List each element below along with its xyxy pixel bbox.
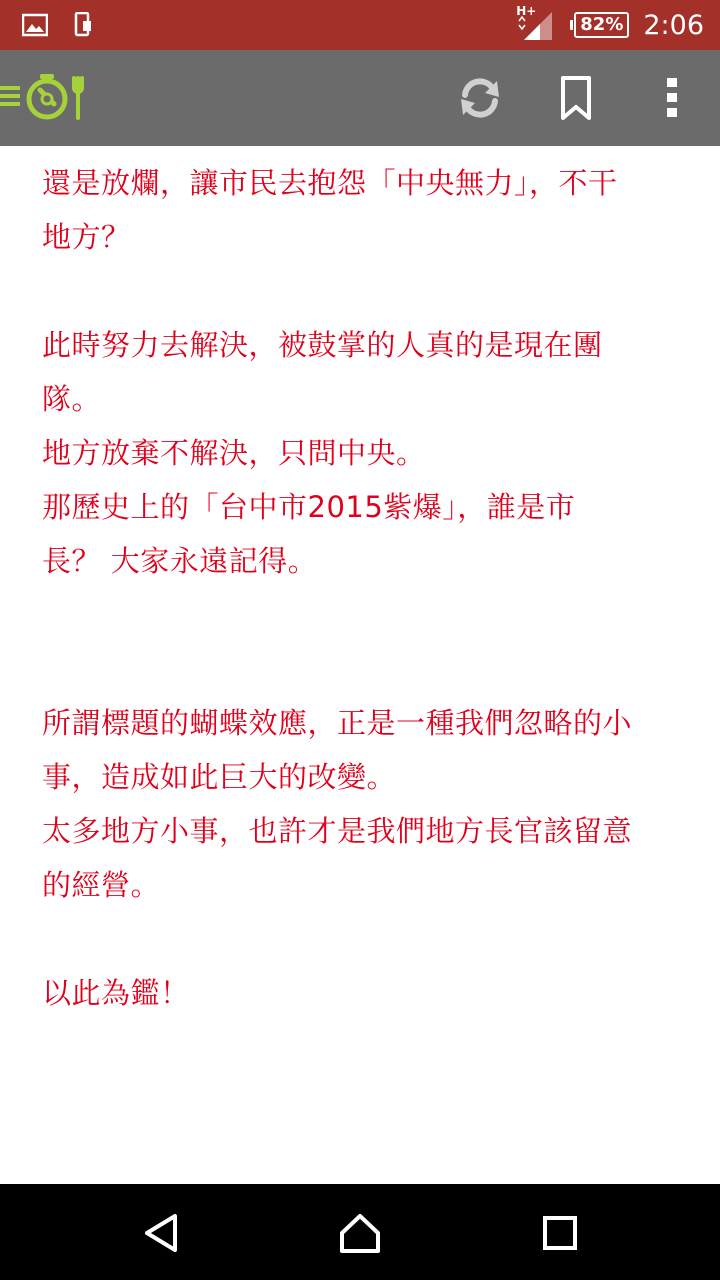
article-line: 那歷史上的「台中市2015紫爆」，誰是市: [42, 490, 576, 524]
article-line: 所謂標題的蝴蝶效應，正是一種我們忽略的小: [42, 706, 633, 740]
home-icon[interactable]: [335, 1208, 385, 1258]
article-line: 長？ 大家永遠記得。: [42, 544, 318, 578]
bookmark-icon[interactable]: [552, 74, 600, 122]
clock: 2:06: [643, 9, 704, 41]
article-line: [42, 588, 692, 642]
battery-indicator: [570, 12, 629, 38]
signal-icon: [516, 4, 556, 42]
refresh-icon[interactable]: [456, 74, 504, 122]
recents-icon[interactable]: [535, 1208, 585, 1258]
article-line: 地方？: [42, 220, 131, 254]
article-line: 此時努力去解決，被鼓掌的人真的是現在團: [42, 328, 603, 362]
article-line: [42, 912, 692, 966]
phone-notification-icon: [74, 12, 92, 42]
article-line: [42, 642, 692, 696]
battery-level: 82%: [574, 12, 629, 38]
battery-nub: [570, 20, 573, 30]
back-icon[interactable]: [136, 1208, 186, 1258]
article-line: 隊。: [42, 382, 102, 416]
network-type-label: H+: [516, 4, 537, 18]
app-bar: [0, 50, 720, 146]
overflow-menu-icon[interactable]: [648, 74, 696, 122]
article-line: 地方放棄不解決，只問中央。: [42, 436, 426, 470]
article-line: [42, 264, 692, 318]
app-logo-icon[interactable]: [0, 68, 92, 132]
article-line: 太多地方小事，也許才是我們地方長官該留意: [42, 814, 633, 848]
navigation-bar: [0, 1184, 720, 1280]
article-line: 以此為鑑！: [42, 976, 190, 1010]
article-line: 還是放爛，讓市民去抱怨「中央無力」，不干: [42, 166, 618, 200]
status-bar: [0, 0, 720, 50]
article-body: [42, 146, 692, 1020]
article-line: 的經營。: [42, 868, 161, 902]
image-notification-icon: [22, 13, 48, 41]
article-line: 事，造成如此巨大的改變。: [42, 760, 397, 794]
